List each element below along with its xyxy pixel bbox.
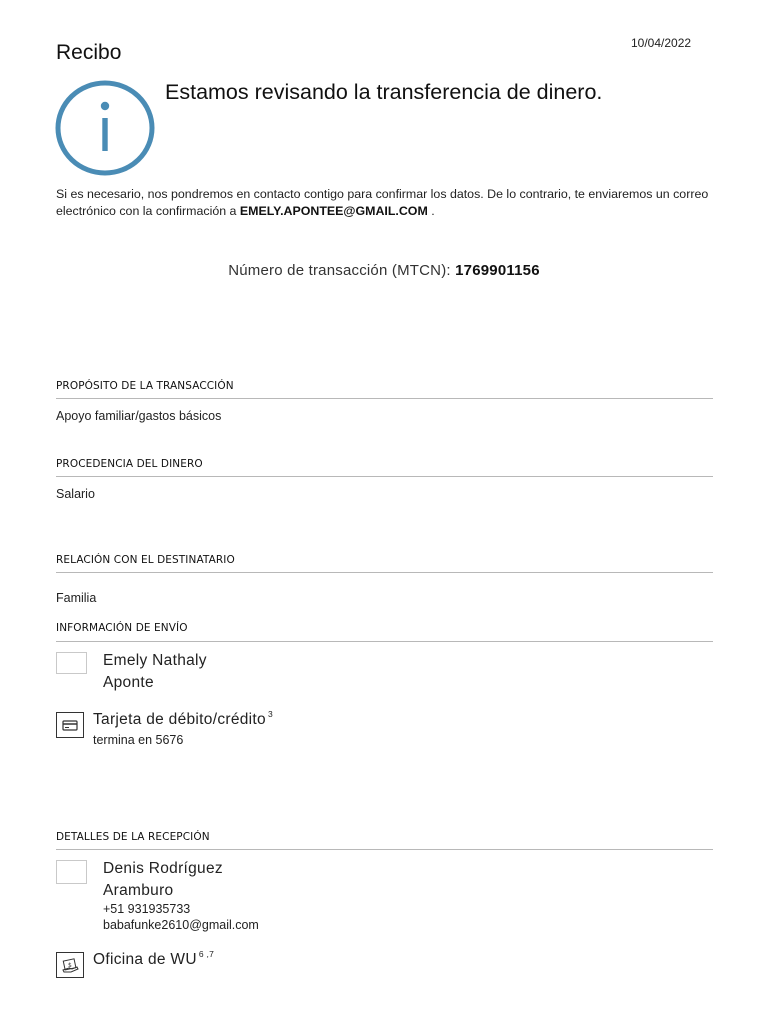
credit-card-icon [56, 712, 84, 738]
mtcn-value: 1769901156 [455, 262, 540, 279]
sender-payment-method [93, 711, 273, 729]
notice-email: EMELY.APONTEE@GMAIL.COM [239, 204, 428, 218]
mtcn-line [0, 262, 768, 279]
notice-end: . [431, 204, 435, 218]
relation-label: RELACIÓN CON EL DESTINATARIO [56, 554, 235, 566]
card-ending: termina en 5676 [93, 733, 184, 747]
receiver-first-name: Denis Rodríguez [103, 860, 223, 877]
receiver-pickup-method [93, 951, 214, 969]
relation-value: Familia [56, 591, 97, 605]
svg-text:$: $ [68, 962, 72, 969]
receiver-avatar [56, 860, 87, 884]
payment-footnote: 3 [267, 709, 273, 719]
receiver-email: babafunke2610@gmail.com [103, 918, 259, 932]
source-divider [56, 476, 713, 477]
purpose-divider [56, 398, 713, 399]
info-icon [55, 80, 155, 176]
sender-first-name: Emely Nathaly [103, 652, 207, 669]
sender-divider [56, 641, 713, 642]
receiver-label: DETALLES DE LA RECEPCIÓN [56, 831, 210, 843]
sender-avatar [56, 652, 87, 674]
receiver-name [103, 858, 223, 902]
purpose-label: PROPÓSITO DE LA TRANSACCIÓN [56, 380, 234, 392]
sender-last-name: Aponte [103, 674, 154, 691]
receipt-date: 10/04/2022 [631, 36, 692, 50]
sender-label: INFORMACIÓN DE ENVÍO [56, 622, 188, 634]
pickup-footnote: 6 ,7 [198, 949, 215, 959]
source-value: Salario [56, 487, 95, 501]
notice-text [56, 186, 736, 220]
page-title: Recibo [56, 41, 122, 64]
relation-divider [56, 572, 713, 573]
purpose-value: Apoyo familiar/gastos básicos [56, 409, 222, 423]
receiver-divider [56, 849, 713, 850]
source-label: PROCEDENCIA DEL DINERO [56, 458, 203, 470]
cash-office-icon [56, 952, 84, 978]
status-headline: Estamos revisando la transferencia de dinero. [165, 80, 603, 104]
payment-method-label: Tarjeta de débito/crédito [93, 711, 266, 728]
pickup-method-label: Oficina de WU [93, 951, 197, 968]
receiver-last-name: Aramburo [103, 882, 174, 899]
notice-body: Si es necesario, nos pondremos en contacto contigo para confirmar los datos. De lo contrario, te enviaremos un correo electrónico con la confirmación a [56, 187, 709, 218]
sender-name [103, 650, 207, 694]
receiver-phone: +51 931935733 [103, 902, 191, 916]
mtcn-label: Número de transacción (MTCN): [228, 262, 451, 279]
